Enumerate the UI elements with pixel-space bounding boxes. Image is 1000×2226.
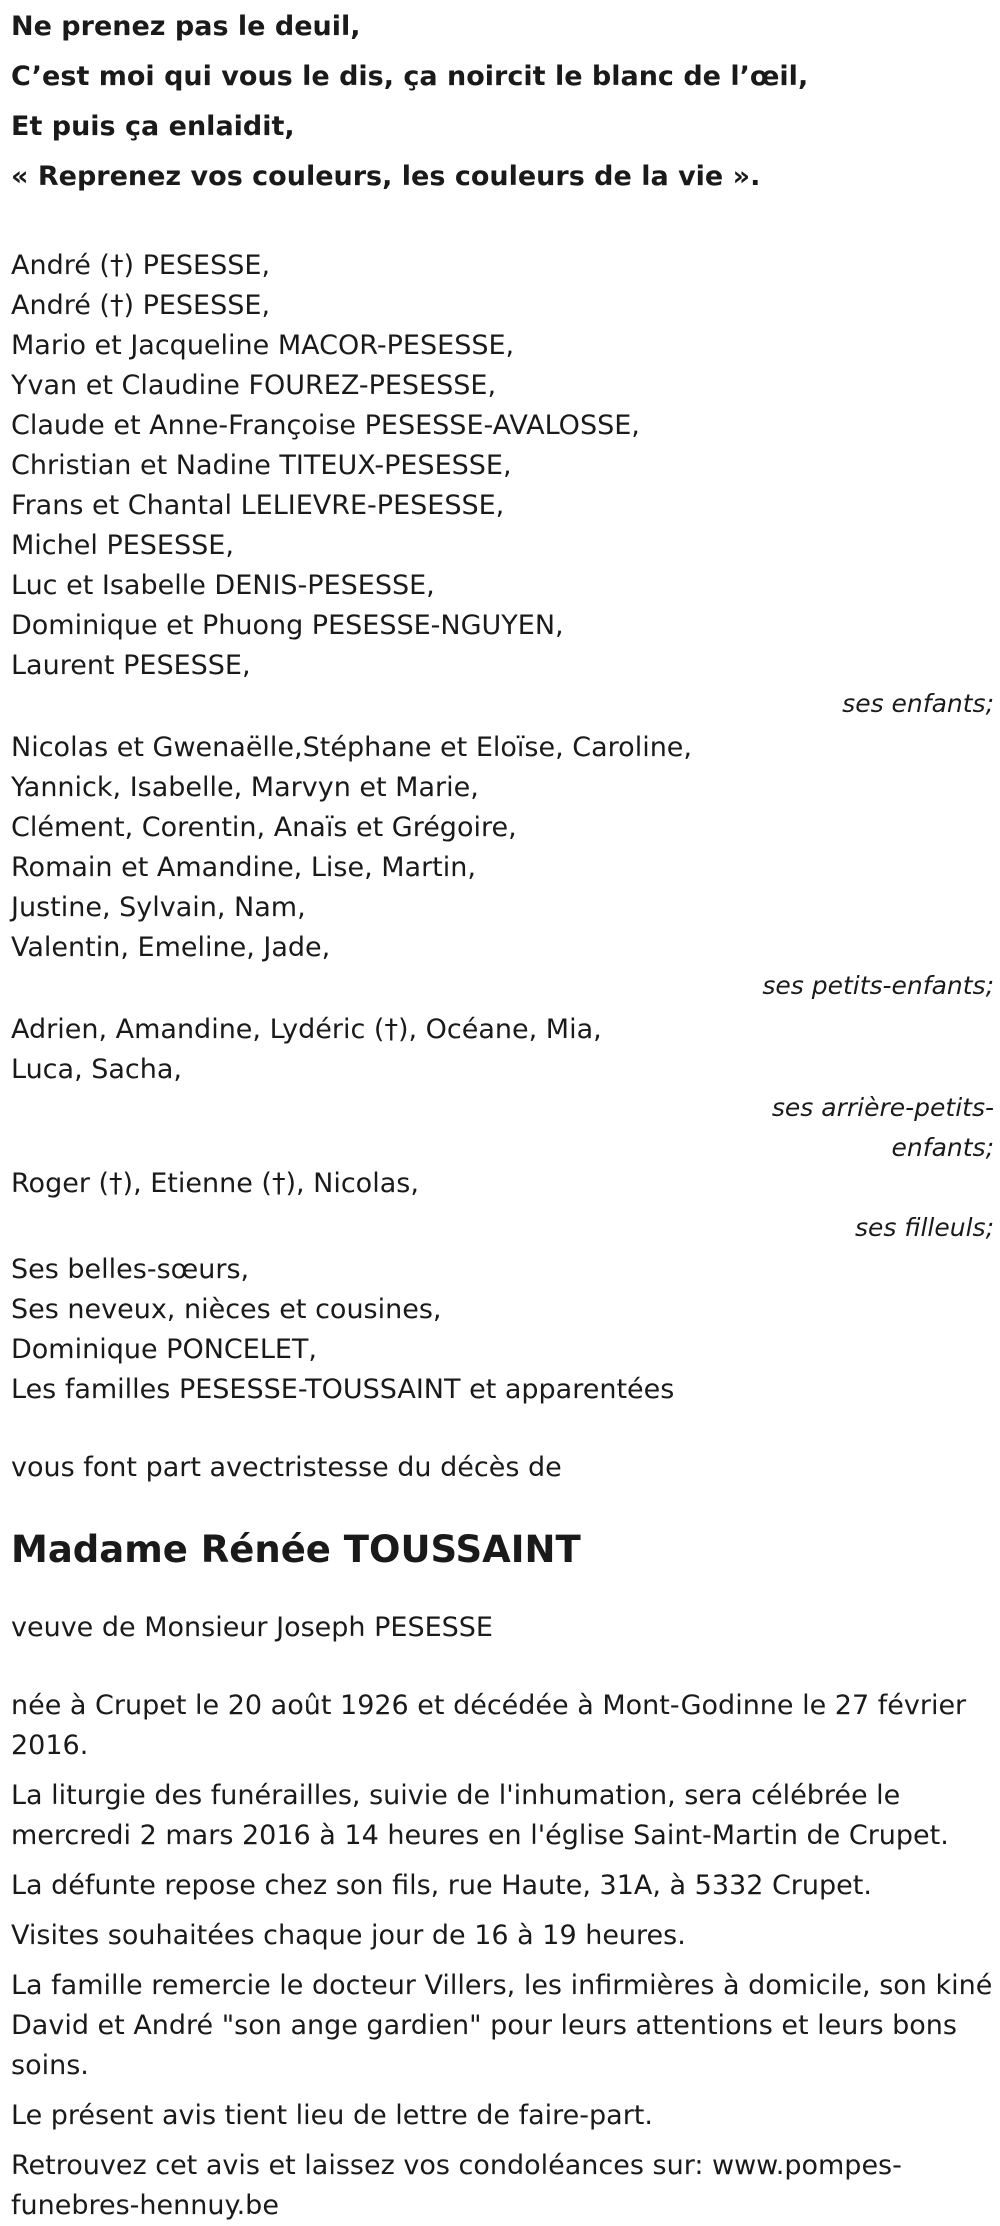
others-section [11, 1250, 994, 1410]
great-grandchild-name: Adrien, Amandine, Lydéric (†), Océane, Mia, [11, 1014, 602, 1045]
child-name: Laurent PESESSE, [11, 650, 251, 681]
child-name: Frans et Chantal LELIEVRE-PESESSE, [11, 490, 505, 521]
visiting-hours: Visites souhaitées chaque jour de 16 à 19 heures. [11, 1920, 686, 1951]
funeral-details: La liturgie des funérailles, suivie de l'inhumation, sera célébrée le mercredi 2 mars 2016 à 14 heures en l'église Saint-Martin de Crupet. [11, 1780, 949, 1851]
child-name: Christian et Nadine TITEUX-PESESSE, [11, 450, 512, 481]
deceased-name: Madame Rénée TOUSSAINT [11, 1528, 581, 1571]
great-grandchildren-section [11, 1010, 994, 1168]
child-name: Luc et Isabelle DENIS-PESESSE, [11, 570, 435, 601]
child-name: Dominique et Phuong PESESSE-NGUYEN, [11, 610, 564, 641]
child-name: Michel PESESSE, [11, 530, 234, 561]
children-role: ses enfants; [842, 689, 994, 718]
poem-line: Et puis ça enlaidit, [11, 111, 295, 142]
poem-line: C’est moi qui vous le dis, ça noircit le blanc de l’œil, [11, 61, 809, 92]
other-relative: Dominique PONCELET, [11, 1334, 317, 1365]
great-grandchildren-role-line2: enfants; [891, 1133, 994, 1162]
child-name: Claude et Anne-Françoise PESESSE-AVALOSSE, [11, 410, 640, 441]
grandchild-name: Valentin, Emeline, Jade, [11, 932, 331, 963]
child-name: Mario et Jacqueline MACOR-PESESSE, [11, 330, 515, 361]
child-name: André (†) PESESSE, [11, 290, 271, 321]
widow-of-text: veuve de Monsieur Joseph PESESSE [11, 1612, 493, 1643]
details-section [11, 1686, 994, 2226]
notice-text: Le présent avis tient lieu de lettre de faire-part. [11, 2100, 653, 2131]
poem-line: Ne prenez pas le deuil, [11, 11, 361, 42]
birth-death-details: née à Crupet le 20 août 1926 et décédée à Mont-Godinne le 27 février 2016. [11, 1690, 967, 1761]
grandchild-name: Justine, Sylvain, Nam, [11, 892, 306, 923]
godchildren-role: ses filleuls; [854, 1213, 994, 1242]
other-relative: Ses belles-sœurs, [11, 1254, 250, 1285]
other-relative: Les familles PESESSE-TOUSSAINT et apparentées [11, 1374, 675, 1405]
godchild-name: Roger (†), Etienne (†), Nicolas, [11, 1168, 419, 1199]
godchildren-section [11, 1164, 994, 1248]
grandchild-name: Romain et Amandine, Lise, Martin, [11, 852, 476, 883]
grandchild-name: Yannick, Isabelle, Marvyn et Marie, [11, 772, 479, 803]
poem-line: « Reprenez vos couleurs, les couleurs de la vie ». [11, 161, 761, 192]
grandchildren-role: ses petits-enfants; [762, 971, 994, 1000]
child-name: André (†) PESESSE, [11, 250, 271, 281]
other-relative: Ses neveux, nièces et cousines, [11, 1294, 442, 1325]
announcement-text: vous font part avectristesse du décès de [11, 1452, 562, 1483]
children-section [11, 246, 994, 724]
condolences-link-text: Retrouvez cet avis et laissez vos condoléances sur: www.pompes-funebres-hennuy.be [11, 2150, 902, 2221]
resting-place-details: La défunte repose chez son fils, rue Haute, 31A, à 5332 Crupet. [11, 1870, 872, 1901]
poem [11, 0, 994, 202]
great-grandchild-name: Luca, Sacha, [11, 1054, 183, 1085]
grandchildren-section [11, 728, 994, 1006]
grandchild-name: Nicolas et Gwenaëlle,Stéphane et Eloïse, Caroline, [11, 732, 692, 763]
thanks-text: La famille remercie le docteur Villers, les infirmières à domicile, son kiné David et André "son ange gardien" pour leurs attentions et leurs bons soins. [11, 1970, 993, 2081]
obituary-column [11, 0, 994, 2226]
grandchild-name: Clément, Corentin, Anaïs et Grégoire, [11, 812, 517, 843]
child-name: Yvan et Claudine FOUREZ-PESESSE, [11, 370, 497, 401]
great-grandchildren-role-line1: ses arrière-petits- [771, 1093, 994, 1122]
